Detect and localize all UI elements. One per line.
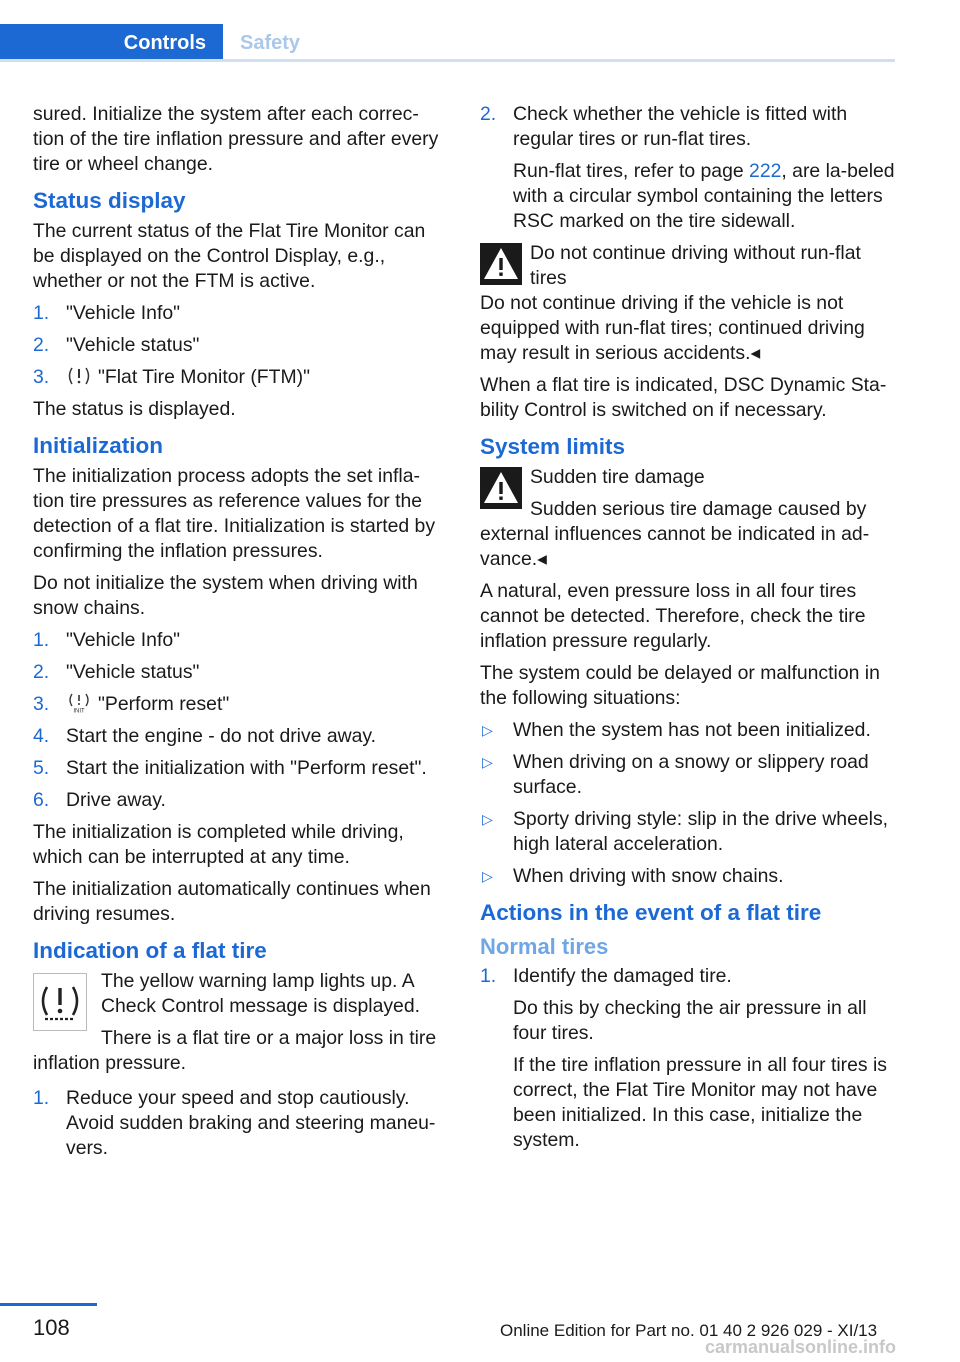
left-column [33, 102, 448, 1168]
page-number: 108 [33, 1315, 70, 1340]
initialization-heading: Initialization [33, 433, 164, 458]
list-item: 4. Start the engine - do not drive away. [33, 725, 377, 747]
status-steps [33, 301, 448, 390]
dsc-text: When a flat tire is indicated, DSC Dynamic Sta-bility Control is switched on if necessary. [480, 374, 887, 421]
actions-steps [480, 964, 895, 1153]
list-item: 2. "Vehicle status" [33, 661, 200, 683]
svg-text:INIT: INIT [73, 708, 85, 713]
tab-controls[interactable]: Controls [0, 24, 223, 62]
tab-safety[interactable]: Safety [240, 32, 301, 54]
warning-sudden-damage [480, 465, 895, 572]
limits-bullets [480, 718, 895, 889]
init-icon [66, 693, 92, 713]
status-display-heading: Status display [33, 188, 186, 213]
system-limits-heading: System limits [480, 434, 626, 459]
page-link[interactable]: 222 [749, 160, 782, 182]
flat-steps-continued [480, 102, 895, 234]
list-item: 2. Check whether the vehicle is fitted with regular tires or run-flat tires. Run-flat tires, refer to page 222, are la-beled with a circular symbol containing the letters RSC marked on the tire sidewall. [480, 103, 895, 232]
header-tabs [0, 24, 895, 62]
flat-tire-indicator [33, 969, 448, 1076]
warning-title: Do not continue driving without run-flat tires [530, 242, 861, 289]
list-item: 1. "Vehicle Info" [33, 302, 181, 324]
limits-text-1: A natural, even pressure loss in all four tires cannot be detected. Therefore, check the tire inflation pressure regularly. [480, 580, 866, 652]
list-item: 1. Reduce your speed and stop cautiously. Avoid sudden braking and steering maneu-vers. [33, 1087, 436, 1159]
list-item: 1. "Vehicle Info" [33, 629, 181, 651]
flat-text-1: The yellow warning lamp lights up. A Check Control message is displayed. [101, 970, 421, 1017]
limits-text-2: The system could be delayed or malfunction in the following situations: [480, 662, 880, 709]
warning-triangle-icon [480, 243, 522, 285]
watermark: carmanualsonline.info [705, 1337, 897, 1357]
list-item: ▷ When driving with snow chains. [482, 865, 784, 887]
flat-tire-monitor-icon [66, 366, 92, 386]
tire-pressure-warning-icon [33, 973, 87, 1031]
flat-tire-heading: Indication of a flat tire [33, 938, 267, 963]
actions-heading: Actions in the event of a flat tire [480, 900, 822, 925]
list-item: 3. "Flat Tire Monitor (FTM)" [33, 366, 310, 388]
intro-text: sured. Initialize the system after each correc-tion of the tire inflation pressure and after every tire or wheel change. [33, 103, 439, 175]
right-column [480, 102, 895, 1160]
warning-run-flat [480, 241, 895, 366]
list-item: 6. Drive away. [33, 789, 166, 811]
list-item: 3. INIT "Perform reset" [33, 693, 230, 715]
init-steps [33, 628, 448, 813]
init-text-2: Do not initialize the system when driving with snow chains. [33, 572, 418, 619]
warning-title: Sudden tire damage [530, 466, 705, 488]
normal-tires-heading: Normal tires [480, 934, 609, 959]
list-item: 5. Start the initialization with "Perform reset". [33, 757, 427, 779]
run-flat-reference: Run-flat tires, refer to page 222, are la-beled with a circular symbol containing the letters RSC marked on the tire sidewall. [513, 160, 895, 232]
status-display-text: The current status of the Flat Tire Monitor can be displayed on the Control Display, e.g., whether or not the FTM is active. [33, 220, 426, 292]
warning-body: Sudden serious tire damage caused by external influences cannot be indicated in ad-vance.◂ [480, 498, 870, 570]
flat-text-2: There is a flat tire or a major loss in tire inflation pressure. [33, 1027, 437, 1074]
init-text-1: The initialization process adopts the set infla-tion tire pressures as reference values for the detection of a flat tire. Initialization is started by confirming the inflation pressures. [33, 465, 436, 562]
list-item: ▷ Sporty driving style: slip in the drive wheels, high lateral acceleration. [482, 808, 889, 855]
warning-triangle-icon [480, 467, 522, 509]
list-item: 1. Identify the damaged tire. Do this by checking the air pressure in all four tires. If the tire inflation pressure in all four tires is correct, the Flat Tire Monitor may not have been initialized. In this case, initialize the system. [480, 965, 887, 1151]
list-item: 2. "Vehicle status" [33, 334, 200, 356]
status-result: The status is displayed. [33, 398, 236, 420]
footer-rule [0, 1303, 97, 1306]
flat-steps [33, 1086, 448, 1161]
list-item: ▷ When the system has not been initialized. [482, 719, 871, 741]
list-item: ▷ When driving on a snowy or slippery road surface. [482, 751, 869, 798]
warning-body: Do not continue driving if the vehicle is not equipped with run-flat tires; continued driving may result in serious accidents.◂ [480, 292, 865, 364]
header-rule [0, 59, 895, 62]
edition-note: Online Edition for Part no. 01 40 2 926 029 - XI/13 [500, 1321, 878, 1340]
init-text-4: The initialization automatically continues when driving resumes. [33, 878, 431, 925]
init-text-3: The initialization is completed while driving, which can be interrupted at any time. [33, 821, 404, 868]
